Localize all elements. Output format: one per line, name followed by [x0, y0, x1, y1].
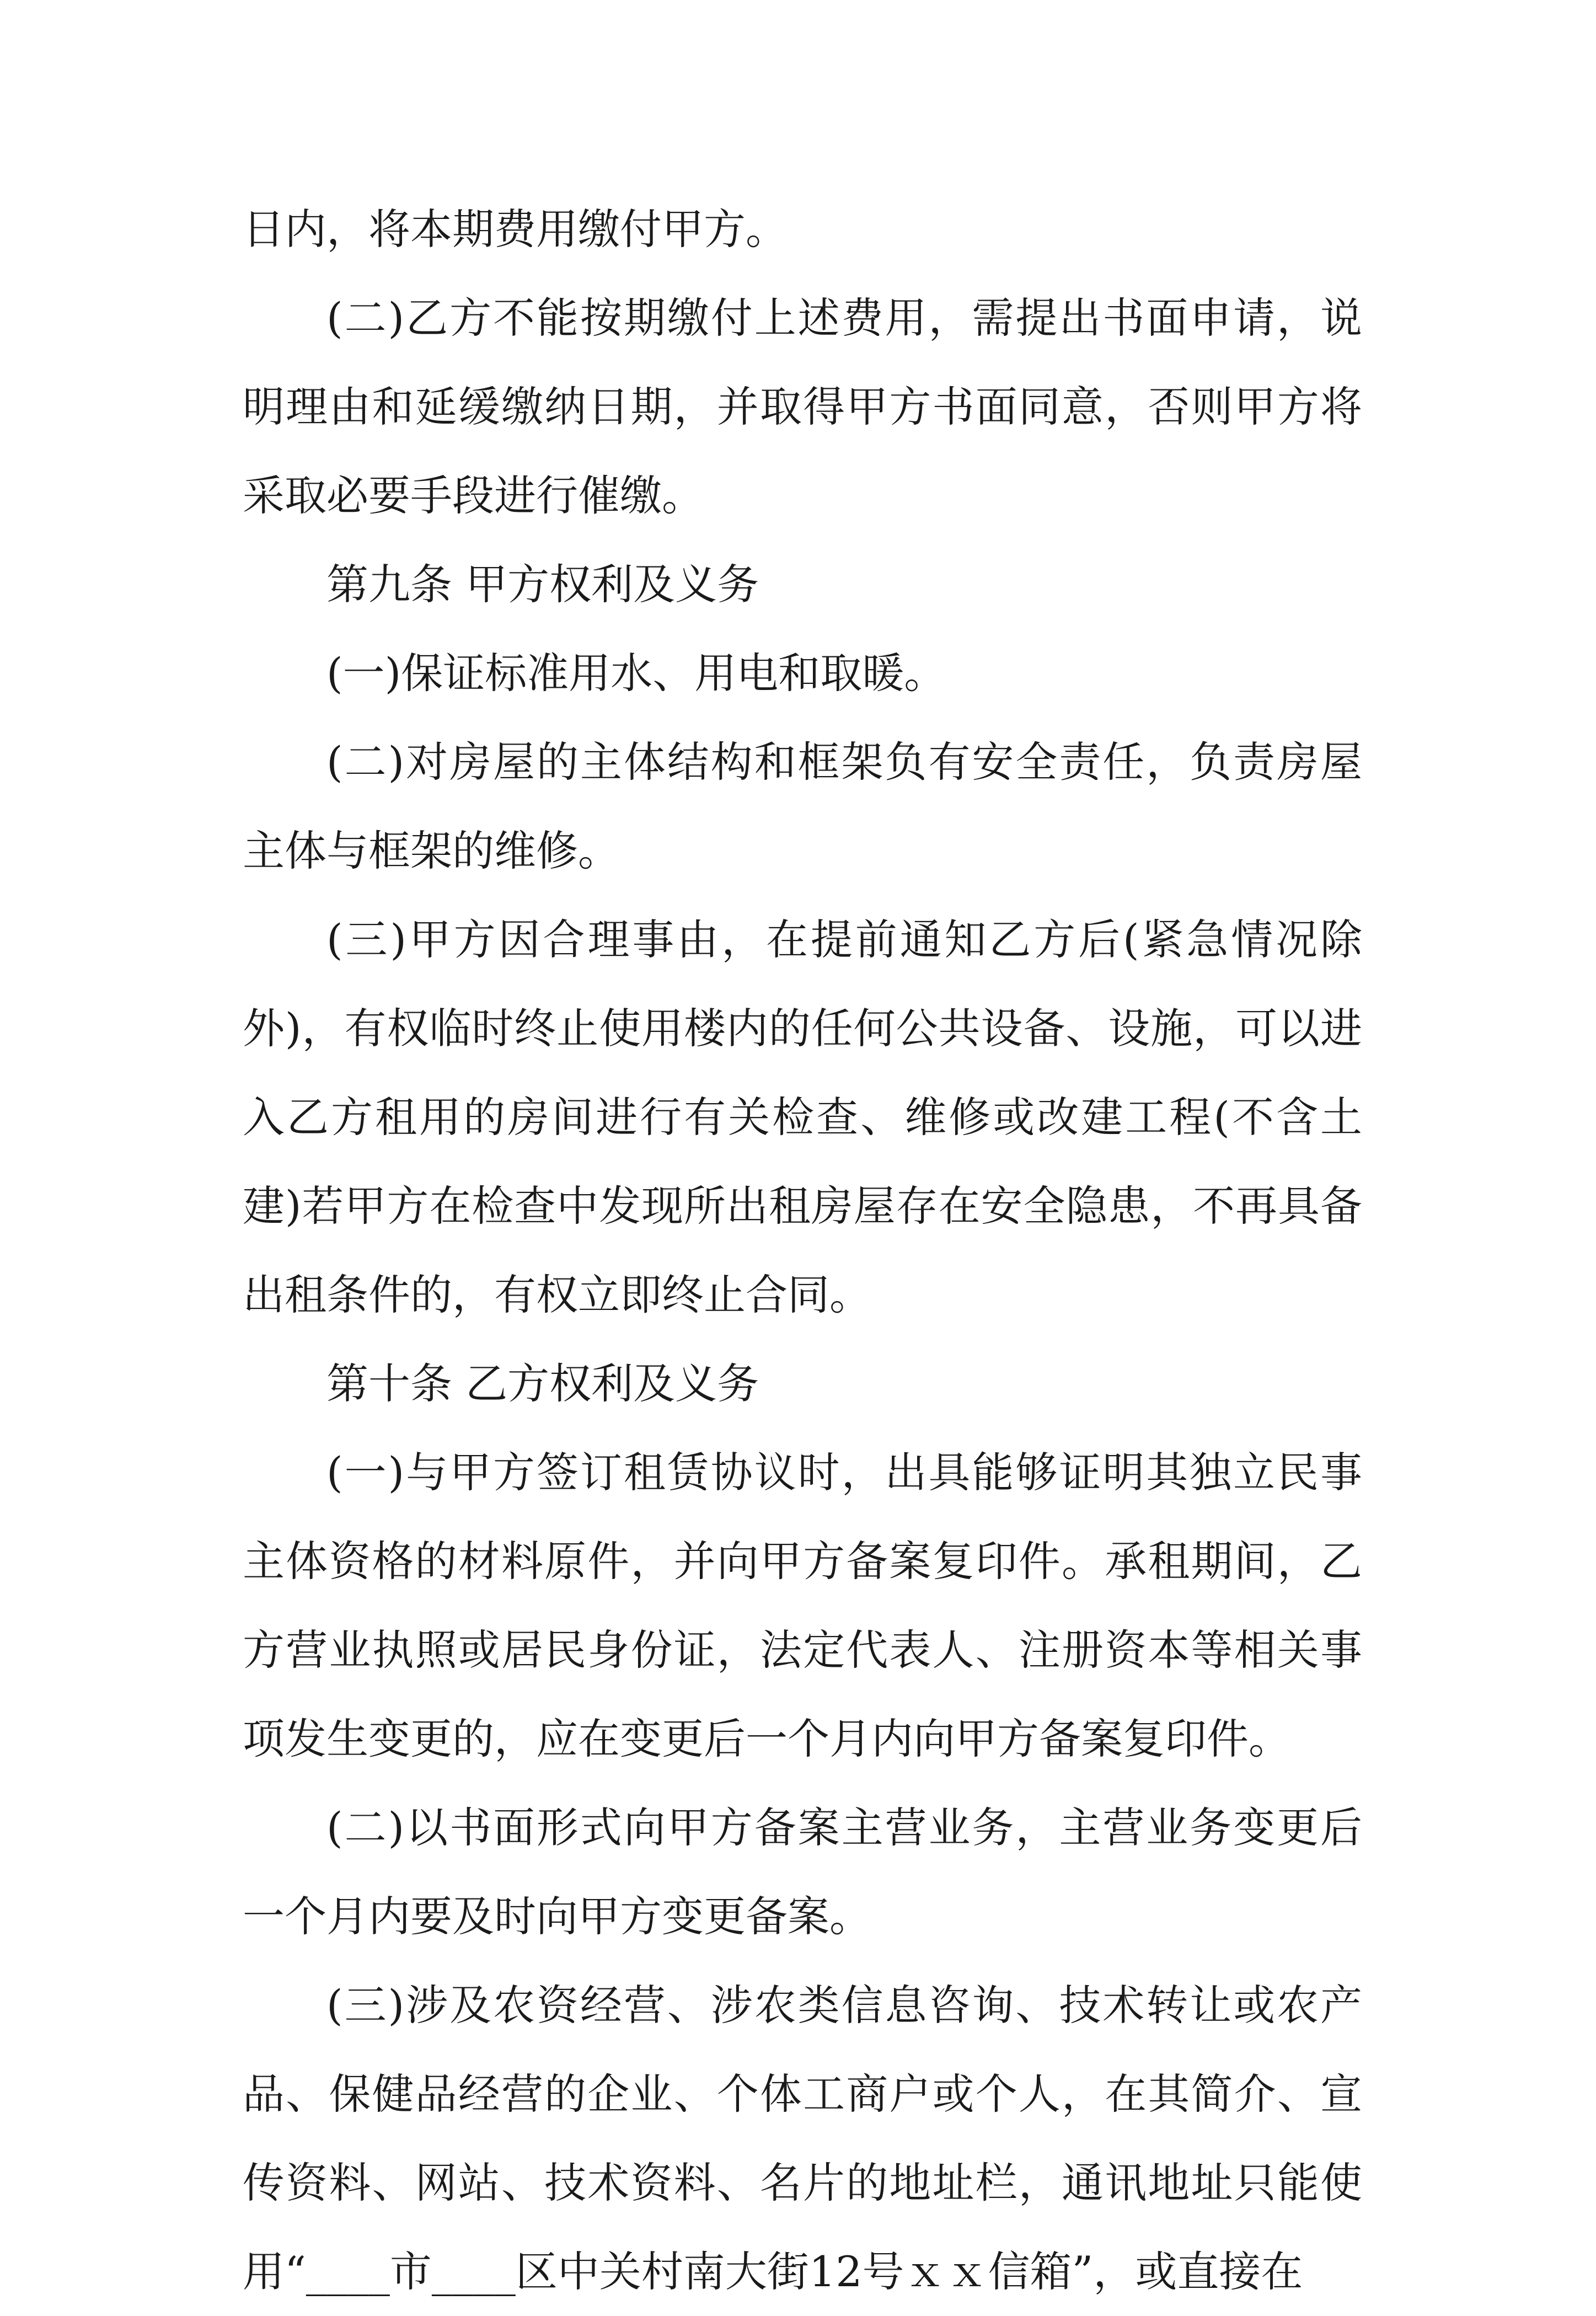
heading-article-9: 第九条 甲方权利及义务	[326, 560, 759, 609]
paragraph-clause-10-1: (一)与甲方签订租赁协议时，出具能够证明其独立民事主体资格的材料原件，并向甲方备案复印件。承租期间，乙方营业执照或居民身份证，法定代表人、注册资本等相关事项发生变更的，应在变更后一个月内向甲方备案复印件。	[243, 1448, 1362, 1763]
paragraph-clause-9-2: (二)对房屋的主体结构和框架负有安全责任，负责房屋主体与框架的维修。	[243, 737, 1362, 875]
paragraph-clause-10-3: (三)涉及农资经营、涉农类信息咨询、技术转让或农产品、保健品经营的企业、个体工商户或个人，在其简介、宣传资料、网站、技术资料、名片的地址栏，通讯地址只能使用“____市____区中关村南大街12号ｘｘ信箱”，或直接在	[243, 1981, 1362, 2296]
heading-article-10: 第十条 乙方权利及义务	[326, 1359, 759, 1408]
document-body	[243, 185, 1362, 2316]
paragraph-clause-8-2: (二)乙方不能按期缴付上述费用，需提出书面申请，说明理由和延缓缴纳日期，并取得甲方书面同意，否则甲方将采取必要手段进行催缴。	[243, 293, 1362, 520]
paragraph-clause-10-2: (二)以书面形式向甲方备案主营业务，主营业务变更后一个月内要及时向甲方变更备案。	[243, 1803, 1362, 1941]
paragraph-continuation: 日内，将本期费用缴付甲方。	[243, 205, 788, 254]
paragraph-clause-9-1: (一)保证标准用水、用电和取暖。	[326, 649, 946, 698]
paragraph-clause-9-3: (三)甲方因合理事由，在提前通知乙方后(紧急情况除外)，有权临时终止使用楼内的任何公共设备、设施，可以进入乙方租用的房间进行有关检查、维修或改建工程(不含土建)若甲方在检查中发现所出租房屋存在安全隐患，不再具备出租条件的，有权立即终止合同。	[243, 915, 1362, 1319]
